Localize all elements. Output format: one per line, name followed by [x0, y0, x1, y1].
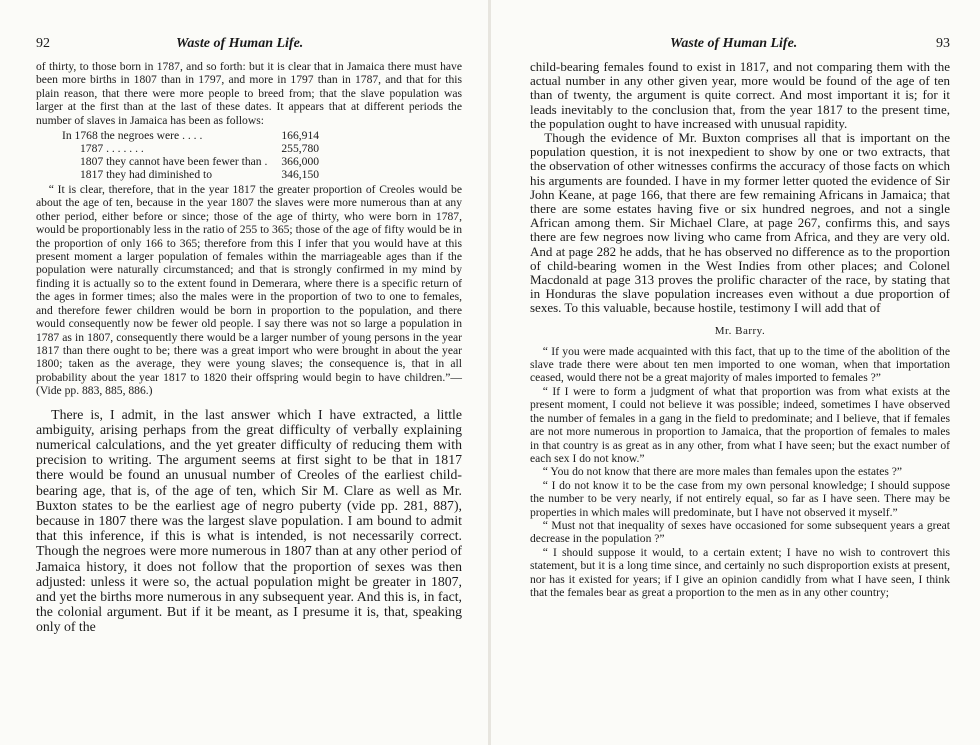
- running-title: Waste of Human Life.: [670, 36, 798, 51]
- testimony-paragraph: “ You do not know that there are more males than females upon the estates ?”: [542, 465, 903, 479]
- first-paragraph: child-bearing females found to exist in 1817, and not comparing them with the actual number in any other given year, more would be found of the age of ten than of twenty, the argument is quite correct. And most important it is; for it leads inevitably to the conclusion that, from the year 1817 to the present time, the population ought to have increased with unusual rapidity.: [530, 59, 950, 131]
- opening-paragraph: of thirty, to those born in 1787, and so forth: but it is clear that in Jamaica there must have been more births in 1807 than in 1797, and more in 1797 than in 1787, and that for this plain reason, that there were more people to breed from; that the slave population was larger at the first than at the last of these dates. It appears that at different periods the number of slaves in Jamaica has been as follows:: [36, 60, 462, 127]
- testimony-paragraph: “ I do not know it to be the case from my own personal knowledge; I should suppose the number to be very nearly, if not entirely equal, so far as I have seen. There may be properties in which males will predominate, but I have not observed it myself.”: [530, 478, 950, 519]
- left-header: [36, 36, 462, 60]
- second-paragraph: Though the evidence of Mr. Buxton comprises all that is important on the population question, it is not inexpedient to show by one or two extracts, that the observation of other witnesses confirms the accuracy of those facts on which his arguments are founded. I have in my former letter quoted the evidence of Sir John Keane, at page 166, that there are few remaining Africans in Jamaica; that there are some estates having five or six hundred negroes, and not a single African among them. Sir Michael Clare, at page 267, confirms this, and says there are few negroes now living who came from Africa, and they are very old. And at page 282 he adds, that he has observed no difference as to the proportion of child-bearing women in the West Indies from other places; and Colonel Macdonald at page 313 proves the prolific character of the race, by stating that in Honduras the slave population increases even without a due proportion of sexes. To this valuable, because hostile, testimony I will add that of: [530, 130, 950, 316]
- page-number: 92: [36, 36, 50, 51]
- census-row: [62, 168, 323, 181]
- census-value: 255,780: [281, 142, 320, 156]
- census-row: [62, 142, 323, 155]
- census-label: 1817 they had diminished to: [80, 168, 213, 182]
- census-value: 166,914: [281, 129, 320, 143]
- census-row: [62, 129, 323, 142]
- census-label: 1787 . . . . . . .: [80, 142, 144, 156]
- section-gap: [36, 398, 462, 407]
- slave-census-table: [62, 129, 323, 181]
- closing-paragraph: There is, I admit, in the last answer which I have extracted, a little ambiguity, arising perhaps from the great difficulty of verbally explaining numerical calculations, and the yet greater difficulty of reducing them with precision to writing. The argument seems at first sight to be that in 1817 there would be found an unusual number of Creoles of the earliest child-bearing age, that is, of the age of ten, which Sir M. Clare as well as Mr. Buxton states to be the earliest age of negro puberty (vide pp. 281, 887), because in 1807 there was the largest slave population. I am bound to admit that this inference, if this is what is intended, is not necessarily correct. Though the negroes were more numerous in 1807 than at any other period of Jamaica history, it does not follow that the proportion of sexes was then adjusted: unless it were so, the actual population might be greater in 1807, and yet the births more numerous in any subsequent year. And this is, in fact, the colonial argument. But if it be meant, as I presume it is, that, speaking only of the: [36, 406, 462, 635]
- right-header: [530, 36, 950, 60]
- census-label: In 1768 the negroes were . . . .: [62, 129, 203, 143]
- testimony-paragraph: “ If you were made acquainted with this fact, that up to the time of the abolition of the slave trade there were about ten men imported to one woman, when that importation ceased, would there not be a great majority of males imported to females ?”: [530, 344, 950, 385]
- quotation-block: “ It is clear, therefore, that in the year 1817 the greater proportion of Creoles would be about the age of ten, because in the year 1807 the slaves were more numerous than at any other period, either before or since; those of the age of thirty, who were born in 1787, would be proportionably less in the ratio of 255 to 365; those of the age of fifty would be in the proportion of only 166 to 365; therefore from this I infer that you would have at this present moment a larger population of females within the marriageable ages than if the population were naturally circumstanced; and that is strongly confirmed in my mind by finding it is actually so to the extent found in Demerara, where there is a specific return of the ages in former times; also the males were in the proportion of two to one to females, and therefore fewer children would be born in proportion to the population, and there would consequently now be fewer old people. I say there was not so large a population in 1787 as in 1807, consequently there would be a larger number of young persons in the year 1817 than there ought to be; there was a great import who were brought in about the year 1800; taken as the average, they were young slaves; the consequence is, that in all probability about the year 1817 to 1820 their offspring would begin to have children.”—(Vide pp. 883, 885, 886.): [36, 183, 462, 398]
- speaker-heading: Mr. Barry.: [714, 324, 766, 337]
- census-row: [62, 155, 323, 168]
- page-number: 93: [936, 36, 950, 51]
- testimony-paragraph: “ Must not that inequality of sexes have occasioned for some subsequent years a great decrease in the population ?”: [530, 518, 950, 546]
- census-value: 366,000: [281, 155, 320, 169]
- testimony-paragraph: “ If I were to form a judgment of what that proportion was from what exists at the present moment, I could not believe it was possible; indeed, sometimes I have observed the number of females in a gang in the field to predominate; and I believe, that if females are not more numerous in proportion to Jamaica, that the proportion of females to males in that country is as great as in any other, from what I have seen; but the exact number of each sex I do not know.”: [530, 384, 950, 465]
- running-title: Waste of Human Life.: [176, 36, 304, 51]
- right-page: [490, 0, 980, 745]
- testimony-paragraph: “ I should suppose it would, to a certain extent; I have no wish to controvert this statement, but it is a long time since, and certainly no such disproportion exists at present, nor has it existed for years; if I give an opinion candidly from what I have seen, I think that the females bear as great a proportion to the men as in any other country;: [530, 545, 950, 599]
- census-value: 346,150: [281, 168, 320, 182]
- census-label: 1807 they cannot have been fewer than .: [80, 155, 268, 169]
